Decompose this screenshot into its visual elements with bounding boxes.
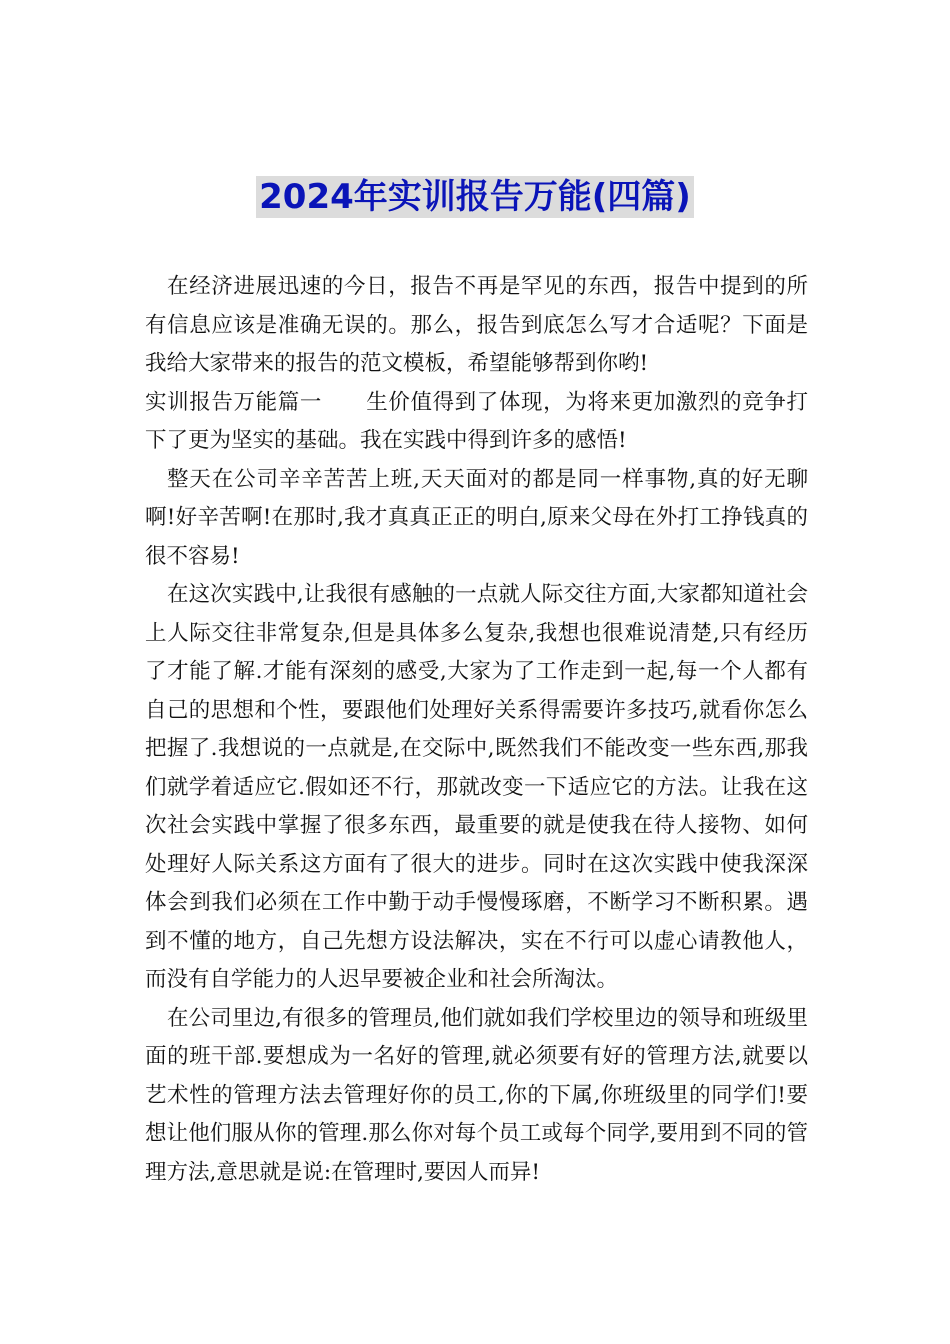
- paragraph-social-practice: 在这次实践中,让我很有感触的一点就人际交往方面,大家都知道社会上人际交往非常复杂,但是具体多么复杂,我想也很难说清楚,只有经历了才能了解.才能有深刻的感受,大家为了工作走到一起,每一个人都有自己的思想和个性，要跟他们处理好关系得需要许多技巧,就看你怎么把握了.我想说的一点就是,在交际中,既然我们不能改变一些东西,那我们就学着适应它.假如还不行，那就改变一下适应它的方法。让我在这次社会实践中掌握了很多东西，最重要的就是使我在待人接物、如何处理好人际关系这方面有了很大的进步。同时在这次实践中使我深深体会到我们必须在工作中勤于动手慢慢琢磨，不断学习不断积累。遇到不懂的地方，自己先想方设法解决，实在不行可以虚心请教他人，而没有自学能力的人迟早要被企业和社会所淘汰。: [145, 582, 808, 992]
- paragraph-work-life: 整天在公司辛辛苦苦上班,天天面对的都是同一样事物,真的好无聊啊!好辛苦啊!在那时,我才真真正正的明白,原来父母在外打工挣钱真的很不容易!: [145, 466, 808, 569]
- title-container: [0, 176, 950, 218]
- paragraph-section-heading: 实训报告万能篇一 生价值得到了体现，为将来更加激烈的竞争打下了更为坚实的基础。我在实践中得到许多的感悟!: [145, 389, 808, 453]
- document-title: 2024年实训报告万能(四篇): [256, 176, 694, 218]
- document-body: [145, 268, 808, 1192]
- paragraph-management: 在公司里边,有很多的管理员,他们就如我们学校里边的领导和班级里面的班干部.要想成为一名好的管理,就必须要有好的管理方法,就要以艺术性的管理方法去管理好你的员工,你的下属,你班级里的同学们!要想让他们服从你的管理.那么你对每个员工或每个同学,要用到不同的管理方法,意思就是说:在管理时,要因人而异!: [145, 1005, 808, 1185]
- paragraph-intro: 在经济进展迅速的今日，报告不再是罕见的东西，报告中提到的所有信息应该是准确无误的。那么，报告到底怎么写才合适呢？下面是我给大家带来的报告的范文模板，希望能够帮到你哟!: [145, 274, 808, 376]
